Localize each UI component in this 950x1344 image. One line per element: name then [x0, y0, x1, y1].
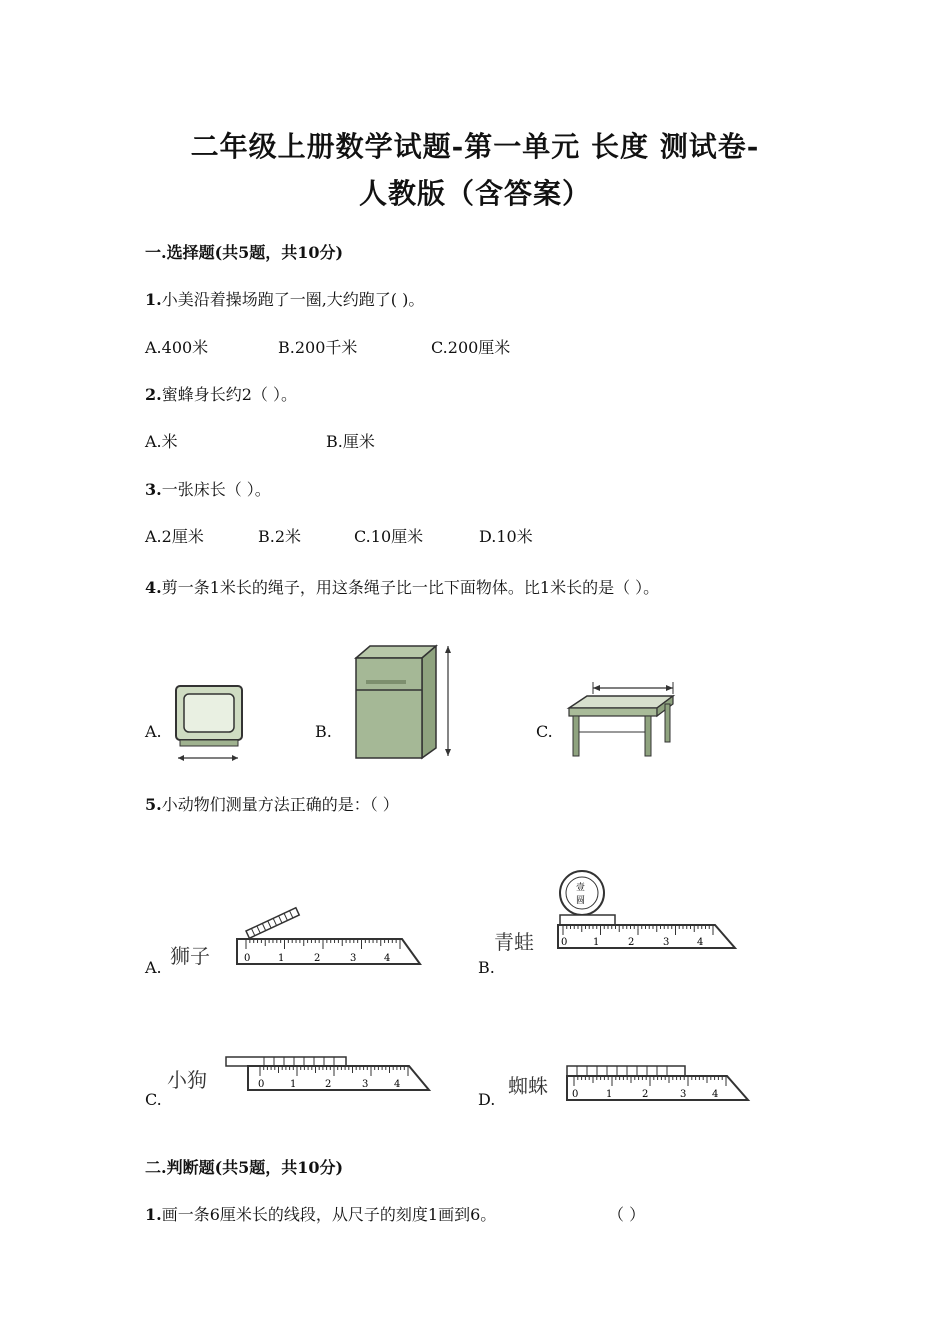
- tick-label: 3: [362, 1079, 369, 1090]
- coin-text: 壹: [576, 883, 586, 893]
- coin-text: 圆: [576, 896, 586, 906]
- judge-question-1: [145, 1202, 496, 1225]
- question-number: 4.: [145, 578, 162, 597]
- animal-label-spider: 蜘蛛: [508, 1074, 548, 1098]
- refrigerator-image: [348, 640, 458, 765]
- page-title-line1: 二年级上册数学试题-第一单元 长度 测试卷-: [190, 130, 760, 163]
- question-5: [145, 792, 399, 815]
- q5-option-a: A.: [145, 958, 162, 977]
- tick-label: 3: [350, 953, 357, 964]
- q4-option-b: B.: [315, 722, 332, 741]
- tick-label: 1: [593, 937, 600, 948]
- q3-option-d: D.10米: [479, 527, 533, 546]
- q1-option-b: B.200千米: [278, 338, 358, 357]
- tick-label: 1: [606, 1089, 613, 1100]
- tick-label: 1: [278, 953, 285, 964]
- tick-label: 0: [258, 1079, 265, 1090]
- tick-label: 2: [628, 937, 635, 948]
- question-2: [145, 382, 297, 405]
- question-text: 画一条6厘米长的线段，从尺子的刻度1画到6。: [161, 1205, 497, 1224]
- tick-label: 1: [290, 1079, 297, 1090]
- tick-label: 4: [384, 953, 391, 964]
- ruler-spider: [562, 1062, 752, 1104]
- tick-label: 0: [244, 953, 251, 964]
- q4-option-c: C.: [536, 722, 553, 741]
- tick-label: 4: [394, 1079, 401, 1090]
- q3-option-c: C.10厘米: [354, 527, 424, 546]
- question-number: 1.: [145, 1205, 162, 1224]
- q3-option-a: A.2厘米: [145, 527, 204, 546]
- q2-option-b: B.厘米: [326, 432, 375, 451]
- question-text: 小美沿着操场跑了一圈,大约跑了( )。: [161, 290, 425, 309]
- ruler-lion: [234, 905, 424, 967]
- tick-label: 0: [561, 937, 568, 948]
- page-title-line2: 人教版（含答案）: [358, 177, 591, 210]
- question-3: [145, 477, 271, 500]
- q5-option-b: B.: [478, 958, 495, 977]
- question-number: 1.: [145, 290, 162, 309]
- question-1: [145, 287, 424, 310]
- question-number: 3.: [145, 480, 162, 499]
- animal-label-frog: 青蛙: [494, 930, 534, 954]
- section1-heading: 一.选择题(共5题，共10分): [145, 243, 344, 262]
- ruler-dog: [224, 1052, 434, 1097]
- q3-option-b: B.2米: [258, 527, 302, 546]
- ruler-frog: [555, 868, 740, 953]
- tick-label: 2: [642, 1089, 649, 1100]
- animal-label-lion: 狮子: [170, 944, 210, 968]
- section2-heading: 二.判断题(共5题，共10分): [145, 1158, 344, 1177]
- question-text: 剪一条1米长的绳子，用这条绳子比一比下面物体。比1米长的是（ ）。: [161, 578, 660, 597]
- q1-option-c: C.200厘米: [431, 338, 511, 357]
- q5-option-d: D.: [478, 1090, 496, 1109]
- tick-label: 2: [325, 1079, 332, 1090]
- animal-label-dog: 小狗: [167, 1068, 207, 1092]
- question-text: 蜜蜂身长约2（ ）。: [161, 385, 297, 404]
- question-4: [145, 575, 659, 598]
- tick-label: 3: [680, 1089, 687, 1100]
- answer-bracket: （ ）: [608, 1205, 646, 1224]
- question-text: 小动物们测量方法正确的是：（ ）: [161, 795, 399, 814]
- tilted-object: [246, 908, 299, 938]
- question-text: 一张床长（ ）。: [161, 480, 271, 499]
- q5-option-c: C.: [145, 1090, 162, 1109]
- television-image: [168, 680, 248, 770]
- question-number: 5.: [145, 795, 162, 814]
- tick-label: 2: [314, 953, 321, 964]
- tick-label: 0: [572, 1089, 579, 1100]
- q2-option-a: A.米: [145, 432, 178, 451]
- q1-option-a: A.400米: [145, 338, 209, 357]
- tick-label: 4: [697, 937, 704, 948]
- question-number: 2.: [145, 385, 162, 404]
- table-image: [565, 680, 680, 762]
- q4-option-a: A.: [145, 722, 162, 741]
- tick-label: 3: [663, 937, 670, 948]
- tick-label: 4: [712, 1089, 719, 1100]
